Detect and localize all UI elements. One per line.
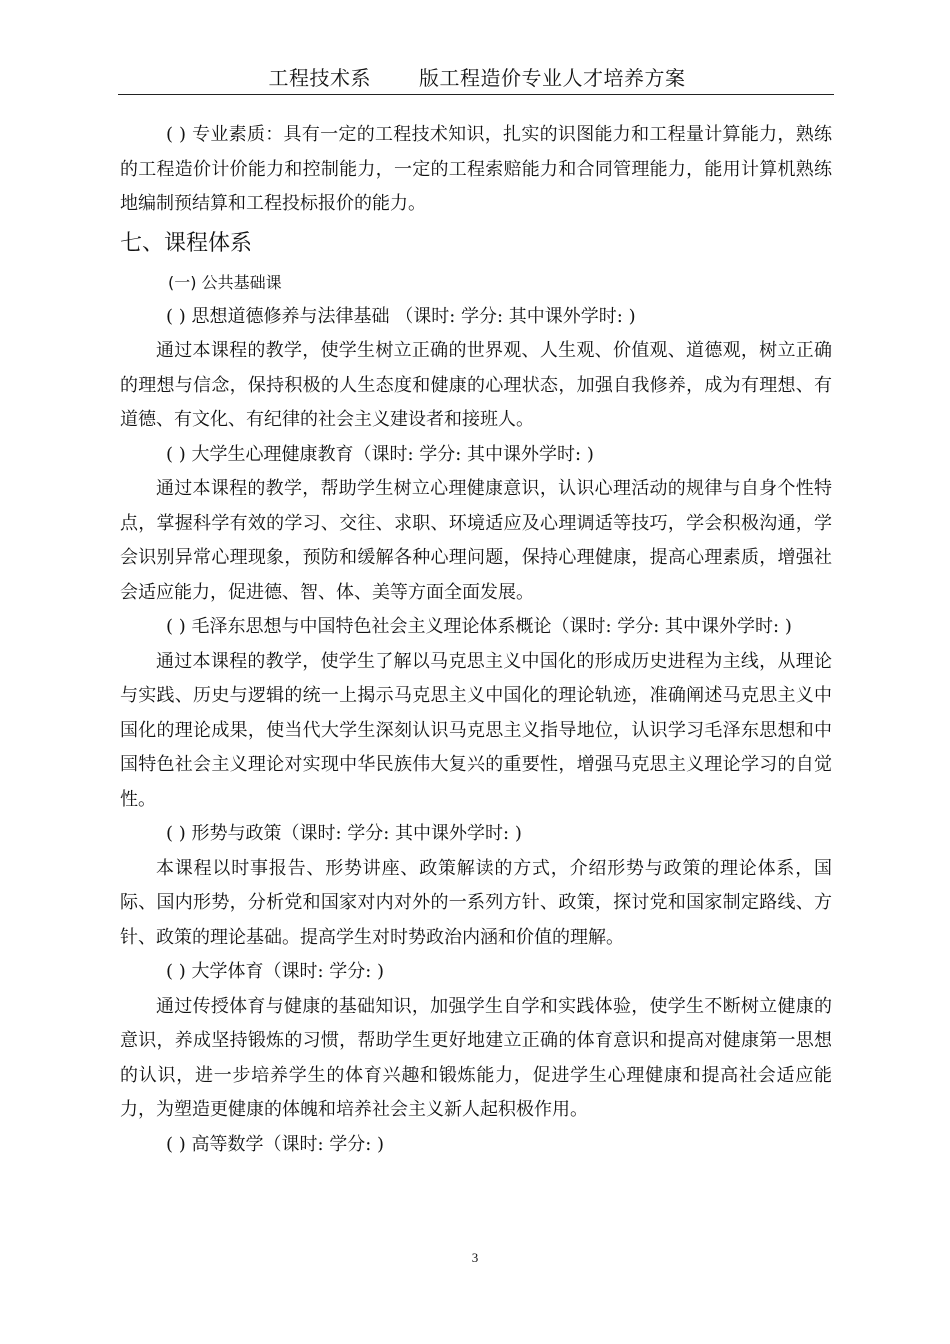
page-body xyxy=(120,118,832,1162)
course-description: 通过本课程的教学，帮助学生树立心理健康意识，认识心理活动的规律与自身个性特点，掌握科学有效的学习、交往、求职、环境适应及心理调适等技巧，学会积极沟通，学会识别异常心理现象，预防和缓解各种心理问题，保持心理健康，提高心理素质，增强社会适应能力，促进德、智、体、美等方面全面发展。 xyxy=(120,478,832,603)
course-title: ( ) 大学生心理健康教育（课时: 学分: 其中课外学时: ) xyxy=(166,443,594,465)
section-title: 七、课程体系 xyxy=(120,230,253,256)
course-description: 本课程以时事报告、形势讲座、政策解读的方式，介绍形势与政策的理论体系，国际、国内形势，分析党和国家对内对外的一系列方针、政策，探讨党和国家制定路线、方针、政策的理论基础。提高学生对时势政治内涵和价值的理解。 xyxy=(120,857,832,948)
header-department: 工程技术系 xyxy=(268,66,371,90)
course-title: ( ) 形势与政策（课时: 学分: 其中课外学时: ) xyxy=(166,823,522,844)
header-rule xyxy=(118,94,834,95)
course-description: 通过本课程的教学，使学生了解以马克思主义中国化的形成历史进程为主线，从理论与实践、历史与逻辑的统一上揭示马克思主义中国化的理论轨迹，准确阐述马克思主义中国化的理论成果，使当代大学生深刻认识马克思主义指导地位，认识学习毛泽东思想和中国特色社会主义理论对实现中华民族伟大复兴的重要性，增强马克思主义理论学习的自觉性。 xyxy=(120,650,832,810)
course-description: 通过传授体育与健康的基础知识，加强学生自学和实践体验，使学生不断树立健康的意识，养成坚持锻炼的习惯，帮助学生更好地建立正确的体育意识和提高对健康第一思想的认识，进一步培养学生的体育兴趣和锻炼能力，促进学生心理健康和提高社会适应能力，为塑造更健康的体魄和培养社会主义新人起积极作用。 xyxy=(120,995,832,1120)
subsection-title: (一) 公共基础课 xyxy=(168,272,282,292)
course-title: ( ) 思想道德修养与法律基础 （课时: 学分: 其中课外学时: ) xyxy=(166,305,636,327)
intro-paragraph: ( ) 专业素质：具有一定的工程技术知识，扎实的识图能力和工程量计算能力，熟练的工程造价计价能力和控制能力，一定的工程索赔能力和合同管理能力，能用计算机熟练地编制预结算和工程投标报价的能力。 xyxy=(120,124,832,214)
course-title: ( ) 大学体育（课时: 学分: ) xyxy=(166,961,385,982)
header-document-title: 版工程造价专业人才培养方案 xyxy=(419,66,686,90)
course-description: 通过本课程的教学，使学生树立正确的世界观、人生观、价值观、道德观，树立正确的理想与信念，保持积极的人生态度和健康的心理状态，加强自我修养，成为有理想、有道德、有文化、有纪律的社会主义建设者和接班人。 xyxy=(120,340,832,430)
page-header xyxy=(120,62,834,94)
course-title: ( ) 高等数学（课时: 学分: ) xyxy=(166,1133,385,1155)
course-title: ( ) 毛泽东思想与中国特色社会主义理论体系概论（课时: 学分: 其中课外学时: ) xyxy=(166,616,792,637)
page-number: 3 xyxy=(471,1250,479,1265)
